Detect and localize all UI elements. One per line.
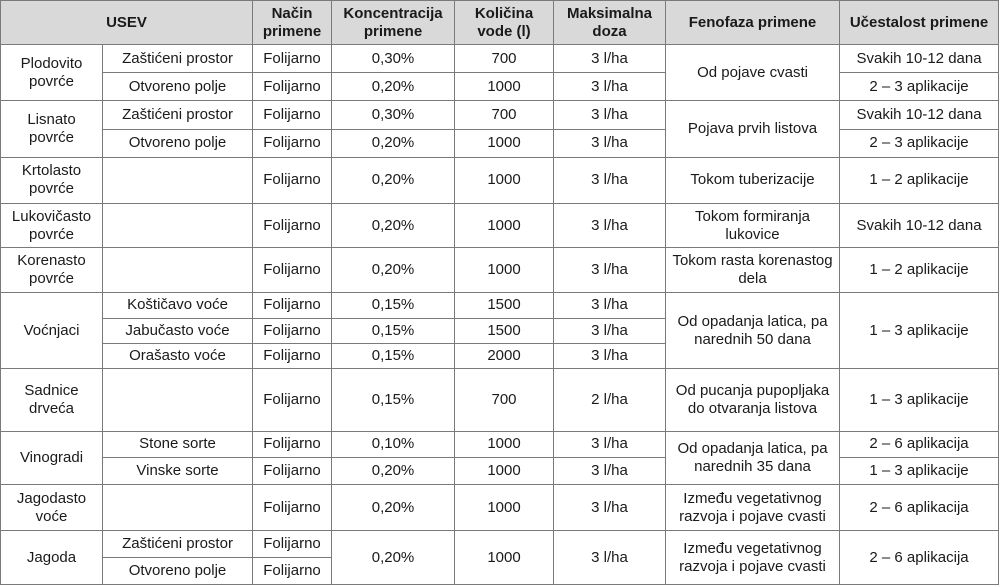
table-row: [1, 73, 999, 101]
header-method: Način primene: [253, 1, 332, 45]
frequency-cell: 1 – 2 aplikacije: [840, 248, 999, 292]
concentration-cell: 0,20%: [332, 485, 455, 531]
crop-cell: Lukovičasto povrće: [1, 204, 103, 248]
header-frequency: Učestalost primene: [840, 1, 999, 45]
phase-cell: Od opadanja latica, pa narednih 35 dana: [666, 431, 840, 484]
method-cell: Folijarno: [253, 129, 332, 157]
frequency-cell: Svakih 10-12 dana: [840, 101, 999, 129]
phase-cell: Tokom tuberizacije: [666, 157, 840, 203]
concentration-cell: 0,20%: [332, 73, 455, 101]
method-cell: Folijarno: [253, 101, 332, 129]
subcategory-cell: [103, 485, 253, 531]
water-cell: 1000: [455, 204, 554, 248]
water-cell: 1000: [455, 485, 554, 531]
water-cell: 2000: [455, 344, 554, 369]
concentration-cell: 0,20%: [332, 531, 455, 585]
concentration-cell: 0,20%: [332, 248, 455, 292]
dose-cell: 3 l/ha: [554, 485, 666, 531]
crop-cell: Krtolasto povrće: [1, 157, 103, 203]
method-cell: Folijarno: [253, 369, 332, 431]
water-cell: 1500: [455, 318, 554, 343]
concentration-cell: 0,20%: [332, 457, 455, 484]
water-cell: 700: [455, 369, 554, 431]
water-cell: 700: [455, 101, 554, 129]
phase-cell: Tokom formiranja lukovice: [666, 204, 840, 248]
crop-cell: Voćnjaci: [1, 292, 103, 369]
concentration-cell: 0,20%: [332, 204, 455, 248]
crop-cell: Sadnice drveća: [1, 369, 103, 431]
frequency-cell: 2 – 3 aplikacije: [840, 129, 999, 157]
method-cell: Folijarno: [253, 292, 332, 318]
dose-cell: 3 l/ha: [554, 157, 666, 203]
method-cell: Folijarno: [253, 318, 332, 343]
subcategory-cell: Stone sorte: [103, 431, 253, 457]
dose-cell: 2 l/ha: [554, 369, 666, 431]
subcategory-cell: Zaštićeni prostor: [103, 531, 253, 557]
table-row: [1, 45, 999, 73]
dose-cell: 3 l/ha: [554, 457, 666, 484]
concentration-cell: 0,20%: [332, 129, 455, 157]
frequency-cell: 2 – 6 aplikacija: [840, 431, 999, 457]
water-cell: 700: [455, 45, 554, 73]
method-cell: Folijarno: [253, 157, 332, 203]
water-cell: 1000: [455, 248, 554, 292]
method-cell: Folijarno: [253, 457, 332, 484]
subcategory-cell: Orašasto voće: [103, 344, 253, 369]
water-cell: 1000: [455, 73, 554, 101]
dose-cell: 3 l/ha: [554, 431, 666, 457]
table-row: [1, 369, 999, 431]
frequency-cell: Svakih 10-12 dana: [840, 204, 999, 248]
crop-cell: Vinogradi: [1, 431, 103, 484]
dose-cell: 3 l/ha: [554, 248, 666, 292]
subcategory-cell: Otvoreno polje: [103, 557, 253, 584]
header-max-dose: Maksimalna doza: [554, 1, 666, 45]
concentration-cell: 0,30%: [332, 45, 455, 73]
table-row: [1, 101, 999, 129]
phase-cell: Tokom rasta korenastog dela: [666, 248, 840, 292]
subcategory-cell: Zaštićeni prostor: [103, 45, 253, 73]
frequency-cell: 2 – 6 aplikacija: [840, 531, 999, 585]
frequency-cell: 1 – 3 aplikacije: [840, 369, 999, 431]
frequency-cell: 1 – 3 aplikacije: [840, 292, 999, 369]
crop-cell: Plodovito povrće: [1, 45, 103, 101]
subcategory-cell: [103, 157, 253, 203]
method-cell: Folijarno: [253, 45, 332, 73]
phase-cell: Od pucanja pupopljaka do otvaranja listova: [666, 369, 840, 431]
concentration-cell: 0,30%: [332, 101, 455, 129]
water-cell: 1000: [455, 457, 554, 484]
table-row: [1, 485, 999, 531]
subcategory-cell: Zaštićeni prostor: [103, 101, 253, 129]
dose-cell: 3 l/ha: [554, 292, 666, 318]
crop-cell: Jagodasto voće: [1, 485, 103, 531]
subcategory-cell: [103, 204, 253, 248]
phase-cell: Pojava prvih listova: [666, 101, 840, 157]
table-row: [1, 531, 999, 557]
frequency-cell: 2 – 3 aplikacije: [840, 73, 999, 101]
concentration-cell: 0,15%: [332, 292, 455, 318]
table-row: [1, 204, 999, 248]
method-cell: Folijarno: [253, 248, 332, 292]
crop-cell: Jagoda: [1, 531, 103, 585]
header-phenophase: Fenofaza primene: [666, 1, 840, 45]
concentration-cell: 0,15%: [332, 344, 455, 369]
table-row: [1, 157, 999, 203]
table-row: [1, 431, 999, 457]
header-concentration: Koncentracija primene: [332, 1, 455, 45]
method-cell: Folijarno: [253, 204, 332, 248]
table-row: [1, 292, 999, 318]
dose-cell: 3 l/ha: [554, 204, 666, 248]
header-water: Količina vode (l): [455, 1, 554, 45]
dose-cell: 3 l/ha: [554, 73, 666, 101]
table-row: [1, 129, 999, 157]
phase-cell: Od pojave cvasti: [666, 45, 840, 101]
dose-cell: 3 l/ha: [554, 344, 666, 369]
method-cell: Folijarno: [253, 344, 332, 369]
method-cell: Folijarno: [253, 73, 332, 101]
dose-cell: 3 l/ha: [554, 318, 666, 343]
table-row: [1, 248, 999, 292]
water-cell: 1000: [455, 431, 554, 457]
subcategory-cell: Vinske sorte: [103, 457, 253, 484]
concentration-cell: 0,15%: [332, 369, 455, 431]
water-cell: 1000: [455, 157, 554, 203]
dose-cell: 3 l/ha: [554, 101, 666, 129]
header-crop: USEV: [1, 1, 253, 45]
subcategory-cell: [103, 369, 253, 431]
dose-cell: 3 l/ha: [554, 129, 666, 157]
method-cell: Folijarno: [253, 557, 332, 584]
frequency-cell: 2 – 6 aplikacija: [840, 485, 999, 531]
concentration-cell: 0,15%: [332, 318, 455, 343]
method-cell: Folijarno: [253, 485, 332, 531]
subcategory-cell: [103, 248, 253, 292]
crop-cell: Korenasto povrće: [1, 248, 103, 292]
frequency-cell: Svakih 10-12 dana: [840, 45, 999, 73]
phase-cell: Od opadanja latica, pa narednih 50 dana: [666, 292, 840, 369]
phase-cell: Između vegetativnog razvoja i pojave cvasti: [666, 531, 840, 585]
water-cell: 1000: [455, 129, 554, 157]
dose-cell: 3 l/ha: [554, 531, 666, 585]
water-cell: 1000: [455, 531, 554, 585]
subcategory-cell: Jabučasto voće: [103, 318, 253, 343]
crop-cell: Lisnato povrće: [1, 101, 103, 157]
frequency-cell: 1 – 2 aplikacije: [840, 157, 999, 203]
phase-cell: Između vegetativnog razvoja i pojave cvasti: [666, 485, 840, 531]
method-cell: Folijarno: [253, 431, 332, 457]
concentration-cell: 0,10%: [332, 431, 455, 457]
water-cell: 1500: [455, 292, 554, 318]
frequency-cell: 1 – 3 aplikacije: [840, 457, 999, 484]
subcategory-cell: Otvoreno polje: [103, 73, 253, 101]
dose-cell: 3 l/ha: [554, 45, 666, 73]
subcategory-cell: Koštičavo voće: [103, 292, 253, 318]
header-row: [1, 1, 999, 45]
subcategory-cell: Otvoreno polje: [103, 129, 253, 157]
concentration-cell: 0,20%: [332, 157, 455, 203]
table-row: [1, 457, 999, 484]
method-cell: Folijarno: [253, 531, 332, 557]
